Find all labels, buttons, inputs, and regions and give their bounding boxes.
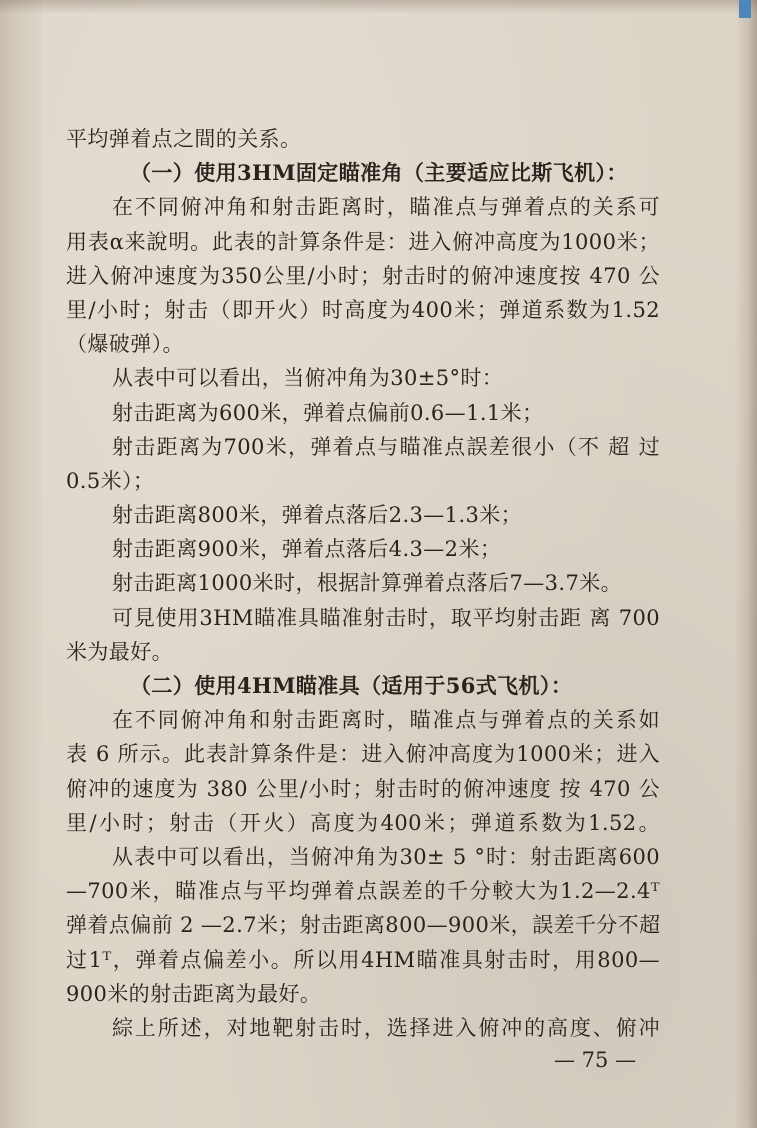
text-line: 里/小时；射击（开火）高度为400米；弹道系数为1.52。 [66,810,660,835]
corner-tab-mark [739,0,751,18]
text-line: 射击距离800米，弹着点落后2.3—1.3米； [112,503,523,528]
text-line: 弹着点偏前 2 —2.7米；射击距离800—900米，誤差千分不超 [66,913,660,938]
text-line: —700米，瞄准点与平均弹着点誤差的千分較大为1.2—2.4ᵀ [66,879,660,904]
text-line: 0.5米）； [66,468,155,493]
text-line: 进入俯冲速度为350公里/小时；射击时的俯冲速度按 470 公 [66,263,660,288]
text-line: 射击距离为600米，弹着点偏前0.6—1.1米； [112,400,544,425]
text-line: 射击距离为700米，弹着点与瞄准点誤差很小（不 超 过 [112,434,660,459]
text-line: 在不同俯冲角和射击距离时，瞄准点与弹着点的关系可 [112,195,660,220]
page-top-edge [0,0,757,14]
page-right-edge [735,0,757,1128]
text-line: 射击距离900米，弹着点落后4.3—2米； [112,537,502,562]
text-line: 可見使用3HM瞄准具瞄准射击时，取平均射击距 离 700 [112,605,660,630]
text-line: 里/小时；射击（即开火）时高度为400米；弹道系数为1.52 [66,297,660,322]
text-line: 綜上所述，对地靶射击时，选择进入俯冲的高度、俯冲 [112,1015,660,1040]
page-binding-shadow [0,0,42,1128]
page-number: — 75 — [554,1048,637,1072]
text-line: 过1ᵀ，弹着点偏差小。所以用4HM瞄准具射击时，用800— [66,947,660,972]
text-line: 俯冲的速度为 380 公里/小时；射击时的俯冲速度 按 470 公 [66,776,660,801]
text-line: 从表中可以看出，当俯冲角为30±5°时： [112,366,504,391]
text-line: 从表中可以看出，当俯冲角为30± 5 °时：射击距离600 [112,844,660,869]
text-line: （爆破弹）。 [66,332,184,357]
text-line: 在不同俯冲角和射击距离时，瞄准点与弹着点的关系如 [112,708,660,733]
body-text [66,122,660,1045]
section-heading-1: （一）使用3HM固定瞄准角（主要适应比斯飞机）： [130,160,628,186]
text-line: 米为最好。 [66,639,173,664]
text-line: 射击距离1000米时，根据計算弹着点落后7—3.7米。 [112,571,622,596]
text-line: 平均弹着点之間的关系。 [66,127,302,151]
text-line: 900米的射击距离为最好。 [66,981,322,1006]
section-heading-2: （二）使用4HM瞄准具（适用于56式飞机）： [130,673,573,698]
text-line: 表 6 所示。此表計算条件是：进入俯冲高度为1000米；进入 [66,742,660,767]
text-line: 用表α来說明。此表的計算条件是：进入俯冲高度为1000米； [66,229,660,254]
